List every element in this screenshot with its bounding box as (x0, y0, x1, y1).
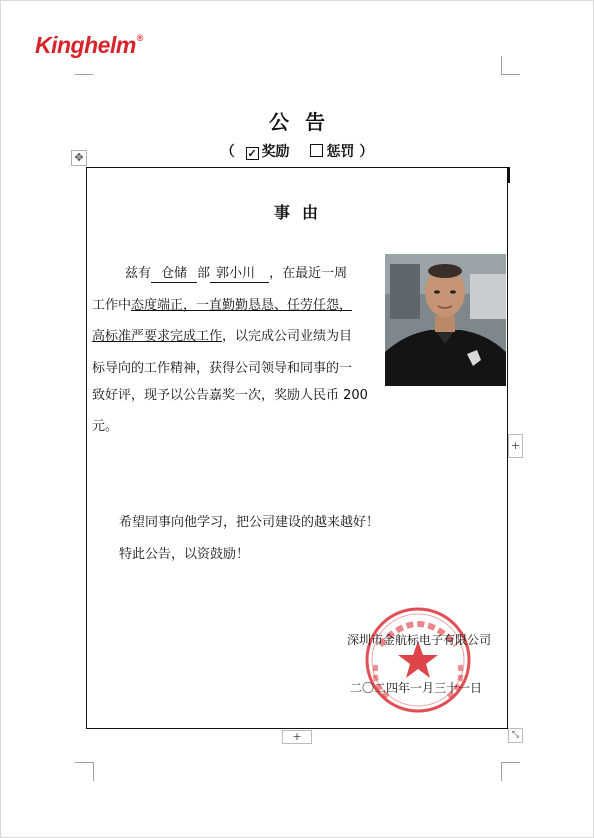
section-heading: 事由 (273, 203, 330, 222)
brand-name: Kinghelm (35, 32, 136, 58)
table-edge-marker (507, 167, 510, 183)
add-row-plus-icon[interactable]: + (282, 730, 312, 744)
company-name: 深圳市金航标电子有限公司 (347, 633, 492, 647)
body-line-3 (92, 321, 380, 353)
brand-logo (35, 32, 143, 59)
document-title: 公告 (269, 110, 341, 134)
paren-close: ） (359, 144, 374, 160)
employee-photo-image (385, 254, 506, 386)
checkbox-reward-checked-icon[interactable]: ✓ (247, 147, 257, 160)
notice-body-continued (92, 387, 368, 443)
body-line-5: 致好评，现予以公告嘉奖一次，奖励人民币 200 (92, 387, 368, 403)
notice-body (92, 258, 380, 384)
checkbox-penalty-unchecked-icon[interactable] (310, 144, 323, 157)
closing-line-1: 希望同事向他学习，把公司建设的越来越好！ (119, 515, 380, 530)
body-line1-rest: ，在最近一周 (269, 266, 348, 281)
page-corner-mark (75, 56, 93, 75)
registered-mark: ® (136, 33, 143, 44)
notice-type-options (0, 141, 594, 161)
employee-name-field: 郭小川 (210, 266, 269, 283)
notice-date: 二〇二四年一月三十一日 (350, 681, 483, 695)
paren-open: （ (220, 144, 235, 160)
department-suffix: 部 (197, 266, 211, 281)
body-line2-underlined: 态度端正，一直勤勤恳恳、任劳任怨， (131, 297, 353, 313)
page-corner-mark (501, 762, 520, 781)
table-resize-icon[interactable]: ⤡ (508, 728, 523, 743)
closing-line-2: 特此公告，以资鼓励！ (119, 547, 250, 562)
add-column-plus-icon[interactable]: + (508, 434, 523, 458)
body-line-1 (92, 258, 380, 290)
table-move-handle-icon[interactable]: ✥ (71, 150, 87, 166)
page-corner-mark (501, 56, 520, 75)
body-line3-rest: ，以完成公司业绩为目 (222, 329, 353, 344)
body-line3-underlined: 高标准严要求完成工作 (92, 329, 223, 344)
option-penalty-label: 惩罚 (326, 144, 355, 160)
body-line-2 (92, 290, 380, 322)
company-seal (358, 605, 478, 715)
body-prefix: 兹有 (125, 266, 152, 281)
department-field: 仓储 (151, 266, 197, 283)
body-line2-start: 工作中 (92, 297, 132, 313)
body-line-6: 元。 (92, 419, 119, 434)
employee-photo (385, 254, 506, 386)
page-corner-mark (75, 762, 94, 781)
body-line-4: 标导向的工作精神，获得公司领导和同事的一 (92, 360, 353, 376)
option-reward-label: 奖励 (261, 144, 290, 160)
